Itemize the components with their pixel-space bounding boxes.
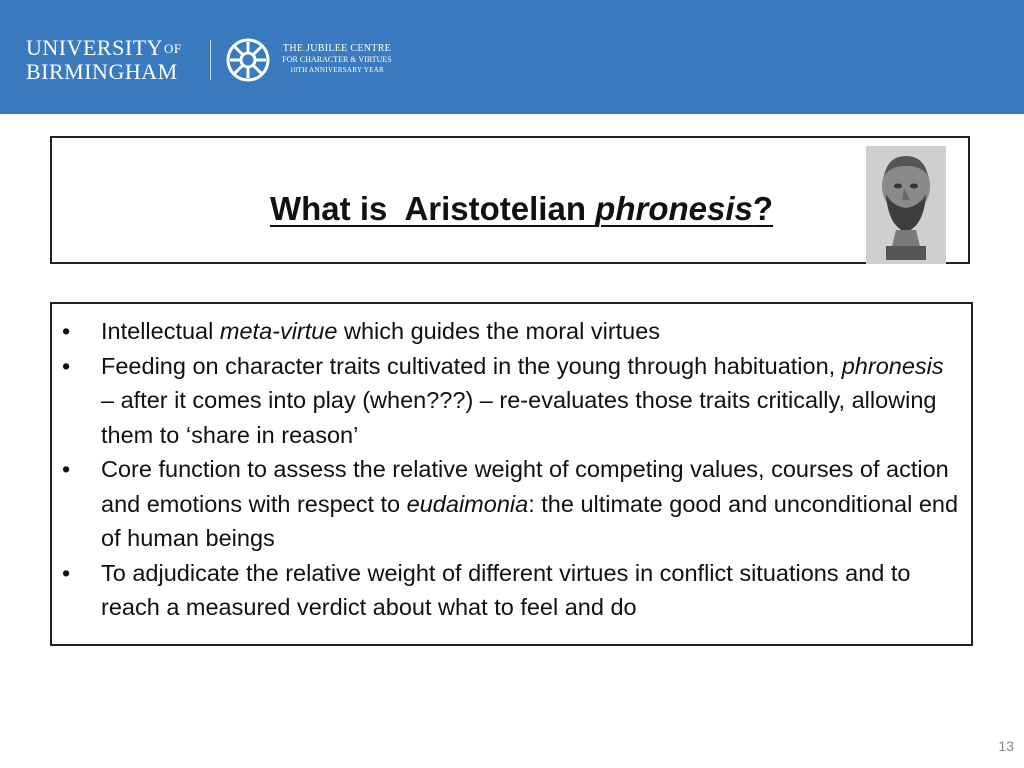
bullet-dot: • [62, 559, 71, 586]
slide-title: What is Aristotelian phronesis? [270, 190, 774, 227]
title-box [50, 136, 970, 264]
university-of: OF [164, 41, 182, 56]
aristotle-bust-image [866, 146, 946, 264]
jubilee-centre-logo-text [278, 43, 396, 75]
jubilee-centre-emblem-icon [226, 38, 270, 82]
jubilee-line3: 10TH ANNIVERSARY YEAR [289, 66, 385, 74]
bullet-dot: • [62, 318, 71, 344]
bullet-list [52, 314, 971, 625]
content-box [50, 302, 973, 646]
list-item: • Intellectual meta-virtue which guides the moral virtues [52, 314, 971, 349]
university-logo [26, 36, 182, 84]
bullet-dot: • [62, 352, 71, 379]
logo-divider [210, 40, 211, 80]
list-item: • Feeding on character traits cultivated in the young through habituation, phronesis – after it comes into play (when???) – re-evaluates those traits critically, allowing them to ‘share in reason’ [52, 349, 971, 453]
page-number: 13 [998, 738, 1014, 754]
header-banner [0, 0, 1024, 114]
jubilee-line1: THE JUBILEE CENTRE [282, 43, 392, 54]
university-name-line1: UNIVERSITY [26, 35, 163, 60]
list-item: • To adjudicate the relative weight of different virtues in conflict situations and to reach a measured verdict about what to feel and do [52, 556, 971, 625]
university-name-line2: BIRMINGHAM [26, 59, 178, 84]
jubilee-line2: FOR CHARACTER & VIRTUES [282, 55, 392, 64]
list-item: • Core function to assess the relative weight of competing values, courses of action and emotions with respect to eudaimonia: the ultimate good and unconditional end of human beings [52, 452, 971, 556]
bullet-dot: • [62, 456, 71, 482]
